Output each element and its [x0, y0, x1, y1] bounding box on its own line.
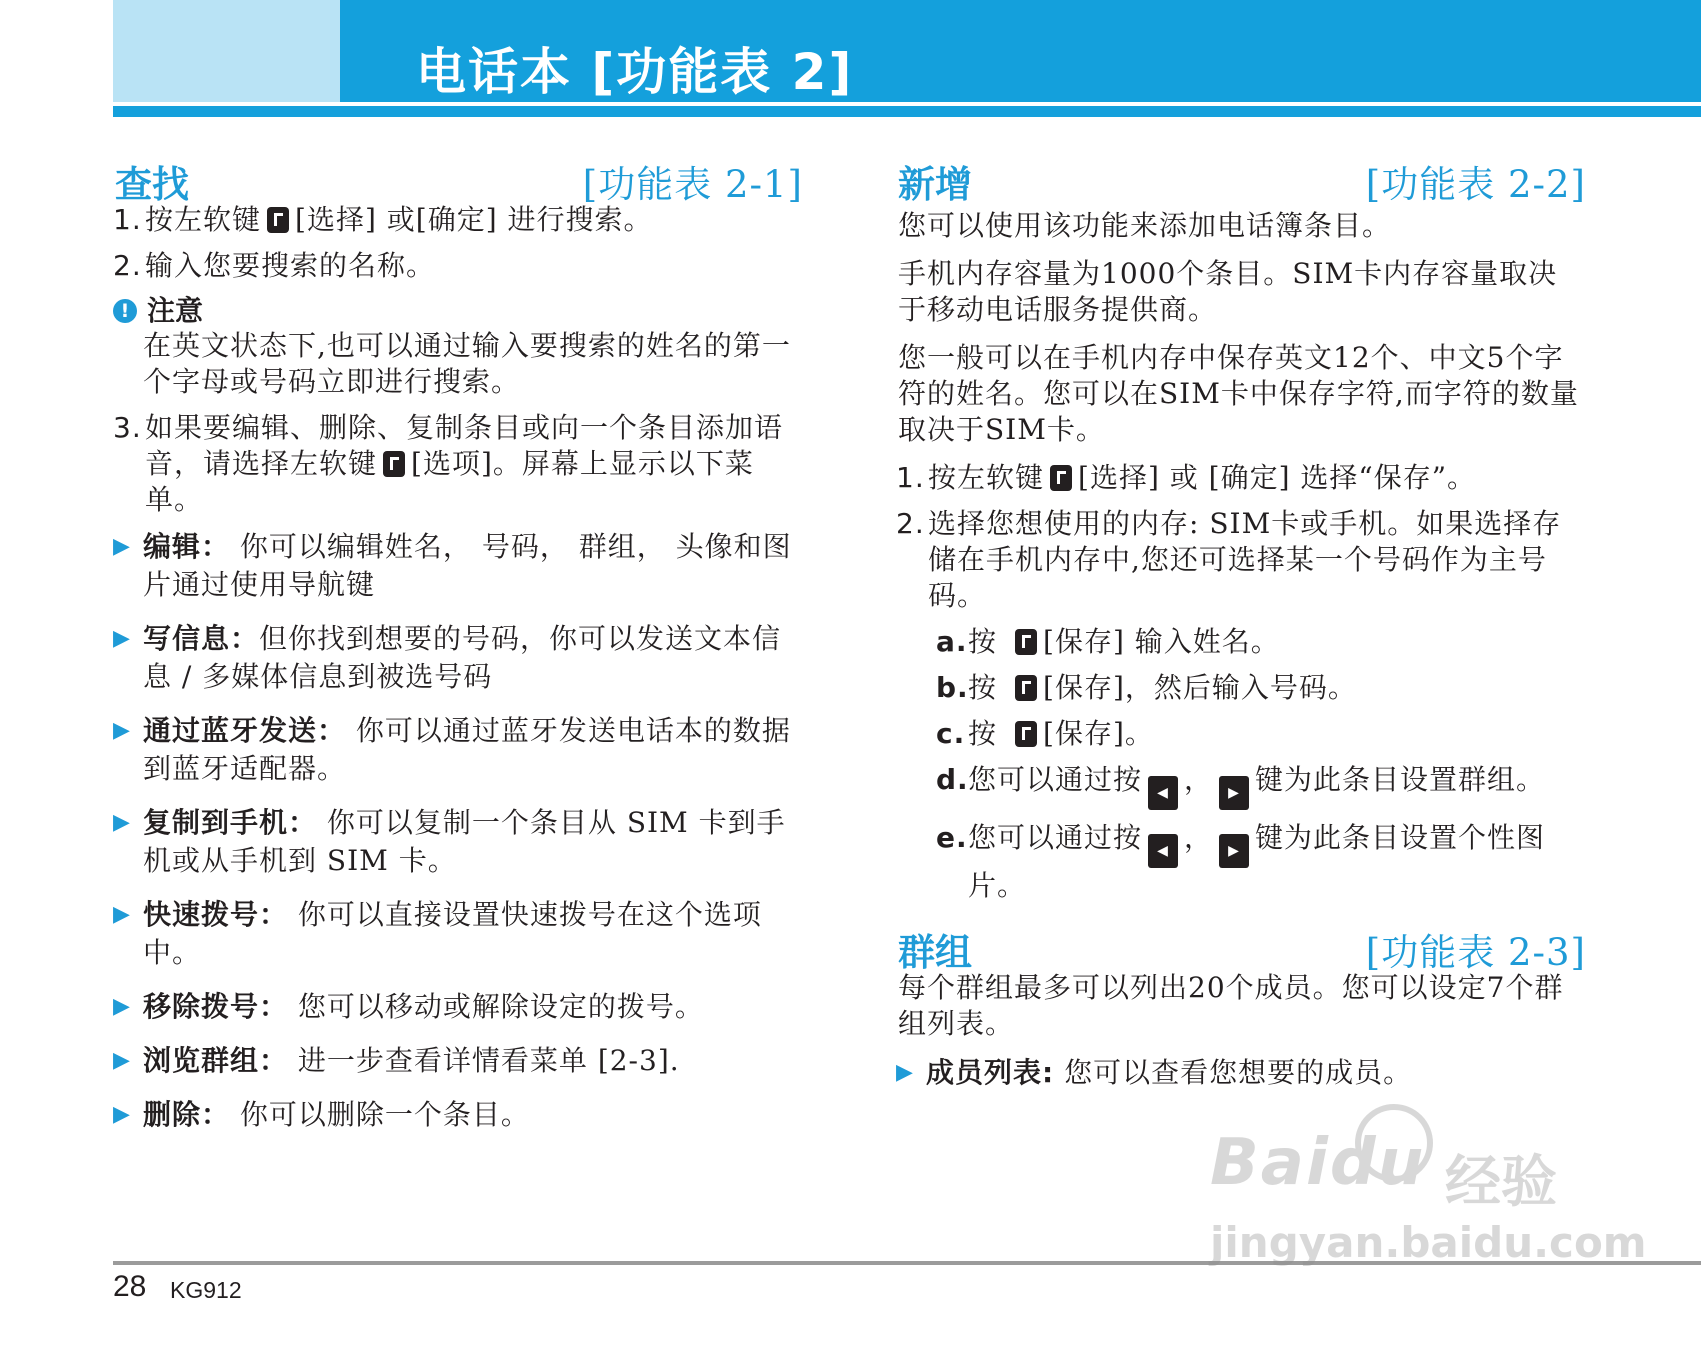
- sub-step-text: 键为此条目设置个性图片。: [968, 821, 1546, 902]
- list-item: [113, 620, 803, 696]
- option-desc: 你可以编辑姓名， 号码， 群组， 头像和图片通过使用导航键: [143, 530, 792, 601]
- left-column: [113, 150, 803, 1150]
- paragraph: 您一般可以在手机内存中保存英文12个、中文5个字符的姓名。您可以在SIM卡中保存字符,而字符的数量取决于SIM卡。: [898, 341, 1579, 446]
- left-softkey-icon: [1015, 629, 1037, 655]
- sub-step-letter: b.: [936, 671, 969, 704]
- nav-right-key-icon: ▶: [1219, 776, 1249, 810]
- option-name: 浏览群组：: [143, 1044, 289, 1077]
- step-text: 按左软键: [928, 461, 1045, 494]
- list-item: [113, 896, 803, 972]
- triangle-bullet-icon: ▶: [113, 810, 131, 835]
- step-number: 2.: [896, 507, 925, 540]
- note-body: 在英文状态下,也可以通过输入要搜索的姓名的第一个字母或号码立即进行搜索。: [143, 329, 791, 398]
- step-text: 输入您要搜索的名称。: [145, 249, 436, 282]
- step-item: [113, 248, 803, 284]
- sub-step: [936, 624, 1586, 660]
- nav-left-key-icon: ◀: [1148, 776, 1178, 810]
- option-desc: 你可以直接设置快速拨号在这个选项中。: [143, 898, 762, 969]
- sub-step-text: 按: [968, 625, 998, 658]
- left-softkey-icon: [1015, 721, 1037, 747]
- section-title: 群组: [898, 931, 972, 974]
- page-number: 28: [113, 1270, 147, 1303]
- list-item: [896, 1054, 1586, 1092]
- step-text: 选择您想使用的内存: SIM卡或手机。如果选择存储在手机内存中,您还可选择某一个号码作为主号码。: [928, 507, 1562, 612]
- step-number: 1.: [896, 461, 925, 494]
- option-name: 删除：: [143, 1098, 231, 1131]
- left-softkey-icon: [1015, 675, 1037, 701]
- step-item: [896, 460, 1586, 496]
- section-header-group: [896, 918, 1586, 974]
- section-title: 新增: [898, 163, 972, 206]
- sub-step: [936, 762, 1586, 810]
- option-name: 编辑：: [143, 530, 231, 563]
- list-item: [113, 1042, 803, 1080]
- sub-step-letter: a.: [936, 625, 968, 658]
- list-item: [113, 712, 803, 788]
- header-light-band: [113, 0, 340, 102]
- step-text: [选择] 或[确定] 进行搜索。: [295, 203, 653, 236]
- list-item: [113, 1096, 803, 1134]
- page-title: 电话本 [功能表 2]: [416, 43, 854, 101]
- sub-step-text: [保存]。: [1043, 717, 1154, 750]
- step-number: 2.: [113, 249, 142, 282]
- section-ref: [功能表 2-1]: [582, 163, 803, 206]
- sub-step-text: 键为此条目设置群组。: [1255, 763, 1546, 796]
- nav-right-key-icon: ▶: [1219, 834, 1249, 868]
- section-header-add: [896, 150, 1586, 206]
- step-item: [113, 410, 803, 518]
- paragraph: 手机内存容量为1000个条目。SIM卡内存容量取决于移动电话服务提供商。: [898, 257, 1558, 326]
- triangle-bullet-icon: ▶: [896, 1060, 914, 1085]
- header-rule: [113, 106, 1701, 117]
- sub-step: [936, 716, 1586, 752]
- option-desc: 你可以复制一个条目从 SIM 卡到手机或从手机到 SIM 卡。: [143, 806, 786, 877]
- triangle-bullet-icon: ▶: [113, 902, 131, 927]
- note-title: 注意: [147, 294, 204, 327]
- sub-step: [936, 670, 1586, 706]
- step-text: 如果要编辑、删除、复制条目或向一个条目添加语音，请选择左软键: [145, 411, 784, 480]
- step-item: [896, 506, 1586, 614]
- triangle-bullet-icon: ▶: [113, 994, 131, 1019]
- triangle-bullet-icon: ▶: [113, 626, 131, 651]
- option-desc: 你可以删除一个条目。: [230, 1098, 530, 1131]
- step-text: 按左软键: [145, 203, 262, 236]
- sub-step: [936, 820, 1586, 904]
- sub-step-text: 按: [968, 717, 998, 750]
- section-header-search: [113, 150, 803, 206]
- triangle-bullet-icon: ▶: [113, 1048, 131, 1073]
- option-desc: 进一步查看详情看菜单 [2-3].: [288, 1044, 680, 1077]
- watermark-logo: Baidu: [1210, 1126, 1426, 1200]
- watermark-label: 经验: [1445, 1150, 1557, 1215]
- option-desc: 您可以查看您想要的成员。: [1054, 1056, 1413, 1089]
- right-column: [896, 150, 1586, 1108]
- triangle-bullet-icon: ▶: [113, 534, 131, 559]
- option-desc: 你可以通过蓝牙发送电话本的数据到蓝牙适配器。: [143, 714, 791, 785]
- exclamation-icon: !: [113, 299, 137, 323]
- model-name: KG912: [170, 1277, 242, 1303]
- sub-step-text: 您可以通过按: [968, 763, 1143, 796]
- sub-step-text: 您可以通过按: [968, 821, 1143, 854]
- sub-step-letter: e.: [936, 821, 968, 854]
- left-softkey-icon: [383, 451, 405, 477]
- sub-step-text: [保存] 输入姓名。: [1043, 625, 1280, 658]
- triangle-bullet-icon: ▶: [113, 1102, 131, 1127]
- option-desc: 您可以移动或解除设定的拨号。: [288, 990, 704, 1023]
- watermark-url: jingyan.baidu.com: [1210, 1218, 1647, 1267]
- sub-step-letter: d.: [936, 763, 969, 796]
- option-desc: 但你找到想要的号码，你可以发送文本信息 / 多媒体信息到被选号码: [143, 622, 782, 693]
- option-name: 复制到手机：: [143, 806, 318, 839]
- option-name: 成员列表:: [926, 1056, 1055, 1089]
- step-text: [选项]。屏幕上显示以下菜单。: [145, 447, 754, 516]
- sub-step-text: [保存]，然后输入号码。: [1043, 671, 1357, 704]
- left-softkey-icon: [1050, 465, 1072, 491]
- section-ref: [功能表 2-2]: [1365, 163, 1586, 206]
- step-number: 1.: [113, 203, 142, 236]
- list-item: [113, 988, 803, 1026]
- option-name: 移除拨号：: [143, 990, 289, 1023]
- paragraph: 您可以使用该功能来添加电话簿条目。: [898, 209, 1392, 242]
- section-title: 查找: [115, 163, 189, 206]
- section-ref: [功能表 2-3]: [1365, 931, 1586, 974]
- note-heading: [113, 294, 803, 328]
- sub-step-letter: c.: [936, 717, 966, 750]
- list-item: [113, 528, 803, 604]
- left-softkey-icon: [267, 207, 289, 233]
- option-name: 通过蓝牙发送：: [143, 714, 347, 747]
- step-number: 3.: [113, 411, 142, 444]
- option-name: 快速拨号：: [143, 898, 289, 931]
- paragraph: 每个群组最多可以列出20个成员。您可以设定7个群组列表。: [898, 971, 1564, 1040]
- option-name: 写信息：: [143, 622, 260, 655]
- step-text: [选择] 或 [确定] 选择“保存”。: [1078, 461, 1477, 494]
- list-item: [113, 804, 803, 880]
- sub-step-text: ，: [1184, 763, 1214, 796]
- sub-step-text: ，: [1184, 821, 1214, 854]
- triangle-bullet-icon: ▶: [113, 718, 131, 743]
- sub-step-text: 按: [968, 671, 998, 704]
- nav-left-key-icon: ◀: [1148, 834, 1178, 868]
